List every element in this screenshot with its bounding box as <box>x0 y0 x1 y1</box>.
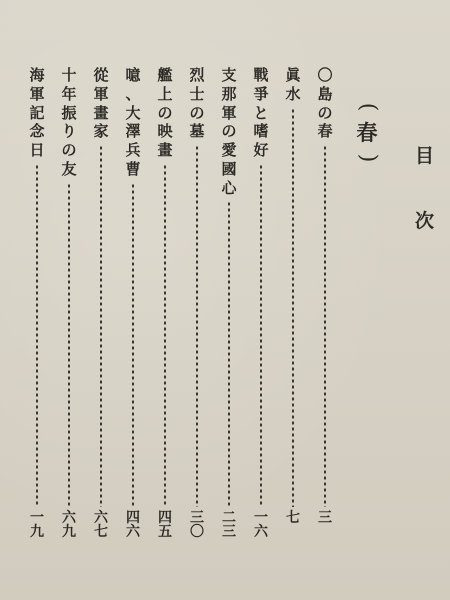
heading-char: 目 <box>415 145 435 167</box>
toc-entry-title: 眞 水 <box>285 66 301 103</box>
dot-leader <box>196 145 198 507</box>
toc-entry-title: 十 年 振 り の 友 <box>61 66 77 178</box>
dot-leader <box>260 164 262 507</box>
toc-page-number: 三〇 <box>190 510 204 540</box>
toc-entry[interactable] <box>187 66 207 540</box>
toc-page-number: 一六 <box>254 510 268 540</box>
toc-entry-title: 從 軍 畫 家 <box>93 66 109 141</box>
section-heading-spring <box>354 96 380 169</box>
toc-entry[interactable] <box>219 66 239 540</box>
dot-leader <box>132 183 134 507</box>
toc-entry-title: 烈 士 の 墓 <box>189 66 205 141</box>
toc-entry-title: 〇 島 の 春 <box>317 66 333 141</box>
dot-leader <box>68 183 70 507</box>
section-label: 春 <box>356 120 378 145</box>
dot-leader <box>164 164 166 507</box>
toc-entry[interactable] <box>251 66 271 540</box>
toc-entry[interactable] <box>283 66 303 536</box>
toc-entry[interactable] <box>91 66 111 540</box>
toc-page-number: 六九 <box>62 510 76 540</box>
dot-leader <box>324 145 326 507</box>
toc-page-number: 一九 <box>30 510 44 540</box>
dot-leader <box>100 145 102 507</box>
dot-leader <box>292 108 294 507</box>
toc-entry-title: 海 軍 記 念 日 <box>29 66 45 159</box>
dot-leader <box>36 164 38 507</box>
toc-entry-title: 艦 上 の 映 畫 <box>157 66 173 159</box>
dot-leader <box>228 201 230 507</box>
toc-entry-title: 支 那 軍 の 愛 國 心 <box>221 66 237 197</box>
toc-page-number: 七 <box>286 510 300 526</box>
heading-char: 次 <box>415 210 435 232</box>
section-close-paren: ) <box>355 153 380 163</box>
toc-page-number: 二三 <box>222 510 236 540</box>
table-of-contents-heading <box>415 147 434 277</box>
toc-page-number: 四六 <box>126 510 140 540</box>
toc-entry-title: 噫 、 大 澤 兵 曹 <box>125 66 141 178</box>
toc-entry[interactable] <box>59 66 79 540</box>
toc-entry-title: 戰 爭 と 嗜 好 <box>253 66 269 159</box>
toc-page-number: 六七 <box>94 510 108 540</box>
toc-page-number: 四五 <box>158 510 172 540</box>
section-open-paren: ( <box>355 102 380 112</box>
toc-entry[interactable] <box>27 66 47 540</box>
toc-page-number: 三 <box>318 510 332 526</box>
toc-entry[interactable] <box>315 66 335 536</box>
toc-entry[interactable] <box>123 66 143 540</box>
toc-entry[interactable] <box>155 66 175 540</box>
